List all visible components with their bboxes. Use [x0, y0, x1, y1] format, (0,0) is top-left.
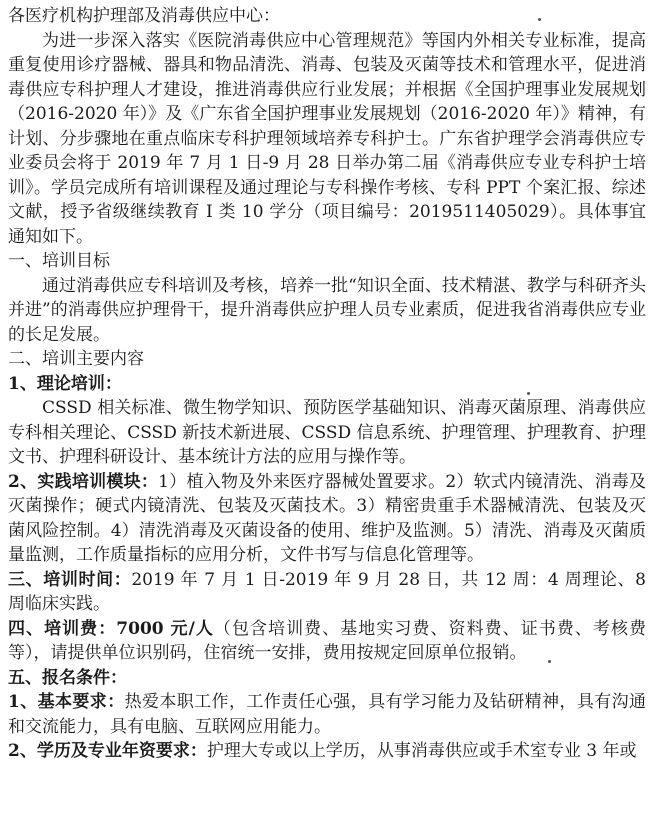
- theory-body: CSSD 相关标准、微生物学知识、预防医学基础知识、消毒灭菌原理、消毒供应专科相关理论、CSSD 新技术新进展、CSSD 信息系统、护理管理、护理教育、护理文书、护理科研设计、基本统计方法的应用与操作等。: [8, 398, 646, 467]
- practice-body: 1）植入物及外来医疗器械处置要求。2）软式内镜清洗、消毒及灭菌操作；硬式内镜清洗、包装及灭菌技术。3）精密贵重手术器械清洗、包装及灭菌风险控制。4）清洗消毒及灭菌设备的使用、维护及监测。5）清洗、消毒及灭菌质量监测，工作质量指标的应用分析，文件书写与信息化管理等。: [8, 471, 646, 565]
- education-requirement-label: 2、学历及专业年资要求：: [8, 741, 207, 761]
- fee-amount: 7000 元/人: [116, 618, 214, 639]
- scan-speck: [527, 392, 530, 395]
- section-3-body: 2019 年 7 月 1 日-2019 年 9 月 28 日，共 12 周：4 周理论、8 周临床实践。: [8, 569, 646, 614]
- theory-label: 1、理论培训：: [8, 373, 122, 394]
- scan-speck: [538, 18, 541, 21]
- section-3-heading: 三、培训时间：: [8, 569, 132, 590]
- salutation: 各医疗机构护理部及消毒供应中心：: [8, 6, 280, 26]
- basic-requirement-paragraph: [8, 690, 646, 739]
- practice-label: 2、实践培训模块：: [8, 471, 159, 492]
- section-4-paragraph: [8, 617, 646, 666]
- section-1-heading: 一、培训目标: [8, 251, 110, 271]
- practice-paragraph: [8, 470, 646, 568]
- education-requirement-body: 护理大专或以上学历，从事消毒供应或手术室专业 3 年或: [206, 741, 637, 761]
- basic-requirement-label: 1、基本要求：: [8, 692, 125, 712]
- basic-requirement-body: 热爱本职工作，工作责任心强，具有学习能力及钻研精神，具有沟通和交流能力，具有电脑、互联网应用能力。: [8, 692, 646, 737]
- section-5-heading: 五、报名条件：: [8, 667, 127, 688]
- section-2-heading: 二、培训主要内容: [8, 349, 144, 369]
- section-4-heading: 四、培训费：: [8, 618, 117, 639]
- section-4-body: （包含培训费、基地实习费、资料费、证书费、考核费等），请提供单位识别码，住宿统一安排，费用按规定回原单位报销。: [8, 618, 646, 663]
- education-requirement-paragraph: [8, 739, 646, 764]
- intro-paragraph: 为进一步深入落实《医院消毒供应中心管理规范》等国内外相关专业标准，提高重复使用诊疗器械、器具和物品清洗、消毒、包装及灭菌等技术和管理水平，促进消毒供应专科护理人才建设，推进消毒供应行业发展；并根据《全国护理事业发展规划（2016-2020 年）》及《广东省全国护理事业发展规划（2016-2020 年）》精神，有计划、分步骤地在重点临床专科护理领域培养专科护士。广东省护理学会消毒供应专业委员会将于 2019 年 7 月 1 日-9 月 28 日举办第二届《消毒供应专业专科护士培训》。学员完成所有培训课程及通过理论与专科操作考核、专科 PPT 个案汇报、综述文献，授予省级继续教育 I 类 10 学分（项目编号：2019511405029）。具体事宜通知如下。: [8, 30, 646, 247]
- section-1-body: 通过消毒供应专科培训及考核，培养一批“知识全面、技术精湛、教学与科研齐头并进”的消毒供应护理骨干，提升消毒供应护理人员专业素质，促进我省消毒供应专业的长足发展。: [8, 275, 646, 345]
- section-3-paragraph: [8, 568, 646, 617]
- scan-speck: [548, 660, 551, 663]
